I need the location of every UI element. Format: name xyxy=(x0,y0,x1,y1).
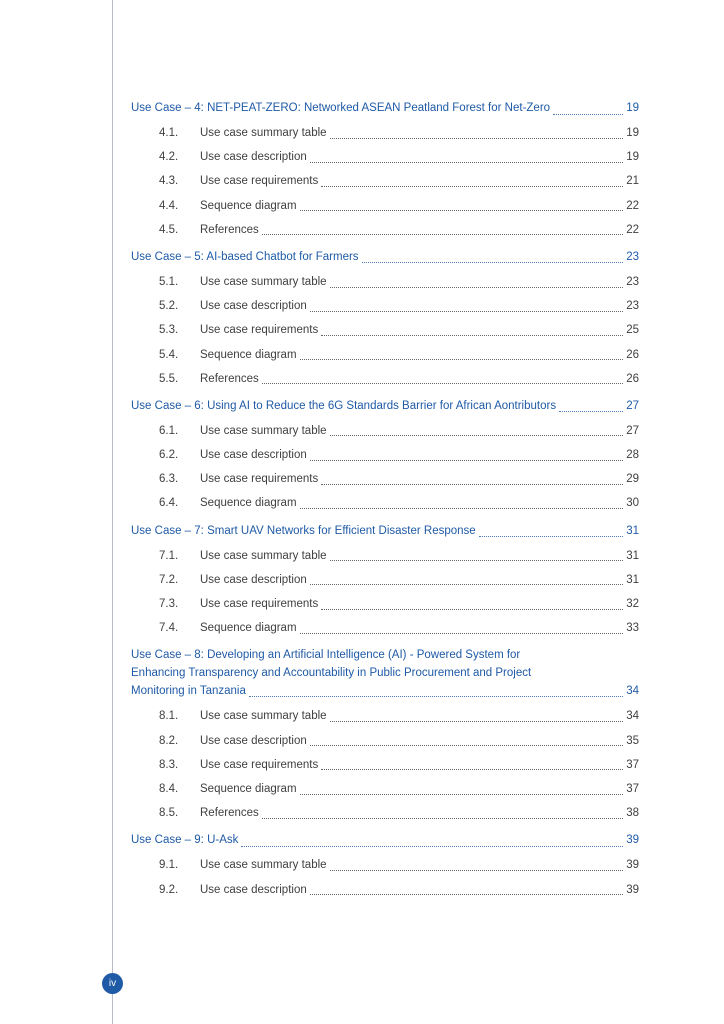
toc-entry-title-line: Monitoring in Tanzania xyxy=(131,685,246,698)
toc-entry-page: 23 xyxy=(626,250,639,263)
toc-sub-number: 6.2. xyxy=(159,449,179,462)
toc-sub-number: 7.3. xyxy=(159,598,179,610)
toc-sub-entry[interactable] xyxy=(131,777,639,801)
dot-leader xyxy=(559,411,623,412)
toc-sub-page: 33 xyxy=(626,622,639,635)
toc-sub-label: Use case requirements xyxy=(200,473,319,486)
dot-leader xyxy=(300,508,624,509)
toc-entry-title: Use Case – 9: U-Ask xyxy=(131,834,239,847)
toc-sub-page: 27 xyxy=(626,424,639,437)
toc-section-8 xyxy=(131,646,639,825)
toc-sub-page: 22 xyxy=(626,199,639,212)
toc-sub-label: Use case summary table xyxy=(200,424,327,437)
toc-sub-entry[interactable] xyxy=(131,853,639,877)
toc-sub-entry[interactable] xyxy=(131,294,639,318)
toc-sub-label: Use case requirements xyxy=(200,598,319,610)
dot-leader xyxy=(310,311,623,312)
toc-sub-number: 8.3. xyxy=(159,758,179,771)
toc-sub-page: 31 xyxy=(626,549,639,562)
toc-sub-entry[interactable] xyxy=(131,218,639,242)
toc-sub-entry[interactable] xyxy=(131,194,639,218)
dot-leader xyxy=(310,584,623,585)
toc-section-6 xyxy=(131,395,639,516)
toc-sub-label: References xyxy=(200,372,259,385)
toc-sub-page: 37 xyxy=(626,782,639,795)
toc-sub-page: 39 xyxy=(626,859,639,872)
toc-sub-label: Use case summary table xyxy=(200,549,327,562)
toc-sub-page: 30 xyxy=(626,497,639,510)
toc-sub-label: Sequence diagram xyxy=(200,497,297,510)
toc-section-4 xyxy=(131,97,639,242)
dot-leader xyxy=(300,210,624,211)
dot-leader xyxy=(262,818,623,819)
toc-sub-page: 37 xyxy=(626,758,639,771)
toc-entry-title-line: Use Case – 8: Developing an Artificial Intelligence (AI) - Powered System for xyxy=(131,649,521,662)
toc-main-entry[interactable] xyxy=(131,97,639,121)
toc-main-entry[interactable] xyxy=(131,646,639,700)
toc-sub-page: 32 xyxy=(626,598,639,610)
toc-sub-label: Sequence diagram xyxy=(200,622,297,635)
toc-entry-title-line: Enhancing Transparency and Accountability in Public Procurement and Project xyxy=(131,667,532,680)
toc-sub-page: 28 xyxy=(626,449,639,462)
toc-sub-number: 5.4. xyxy=(159,348,179,361)
toc-entry-title: Use Case – 6: Using AI to Reduce the 6G Standards Barrier for African Aontributors xyxy=(131,399,557,412)
toc-sub-number: 7.2. xyxy=(159,573,179,586)
toc-section-5 xyxy=(131,246,639,391)
toc-sub-page: 31 xyxy=(626,573,639,586)
toc-sub-page: 39 xyxy=(626,883,639,896)
toc-sub-number: 8.4. xyxy=(159,782,179,795)
toc-sub-entry[interactable] xyxy=(131,121,639,145)
toc-sub-entry[interactable] xyxy=(131,343,639,367)
toc-sub-label: Use case summary table xyxy=(200,710,327,723)
toc-sub-entry[interactable] xyxy=(131,878,639,902)
dot-leader xyxy=(300,359,624,360)
toc-sub-number: 4.4. xyxy=(159,199,179,212)
toc-sub-number: 7.4. xyxy=(159,622,179,635)
dot-leader xyxy=(300,794,624,795)
toc-sub-page: 19 xyxy=(626,151,639,164)
toc-sub-entry[interactable] xyxy=(131,467,639,491)
toc-sub-label: Use case requirements xyxy=(200,175,319,188)
dot-leader xyxy=(310,894,623,895)
toc-entry-page: 34 xyxy=(626,685,639,698)
toc-sub-label: Use case description xyxy=(200,883,307,896)
toc-entry-title: Use Case – 4: NET-PEAT-ZERO: Networked ASEAN Peatland Forest for Net-Zero xyxy=(131,102,551,114)
toc-sub-page: 25 xyxy=(626,324,639,337)
margin-rule xyxy=(112,0,113,1024)
toc-sub-page: 26 xyxy=(626,372,639,385)
toc-sub-entry[interactable] xyxy=(131,270,639,294)
toc-sub-number: 4.1. xyxy=(159,127,179,139)
dot-leader xyxy=(553,114,623,115)
toc-entry-last-line xyxy=(131,682,639,700)
toc-sub-number: 9.2. xyxy=(159,883,179,896)
toc-sub-page: 26 xyxy=(626,348,639,361)
table-of-contents xyxy=(131,97,639,906)
toc-sub-number: 5.5. xyxy=(159,372,179,385)
dot-leader xyxy=(479,536,624,537)
toc-sub-number: 9.1. xyxy=(159,859,179,872)
toc-section-9 xyxy=(131,829,639,901)
dot-leader xyxy=(310,460,623,461)
toc-sub-entry[interactable] xyxy=(131,753,639,777)
toc-sub-label: Use case description xyxy=(200,151,307,164)
toc-sub-entry[interactable] xyxy=(131,704,639,728)
toc-sub-page: 22 xyxy=(626,223,639,236)
toc-sub-number: 7.1. xyxy=(159,549,179,562)
toc-sub-entry[interactable] xyxy=(131,318,639,342)
toc-sub-label: References xyxy=(200,223,259,236)
toc-sub-number: 5.1. xyxy=(159,275,179,288)
dot-leader xyxy=(330,870,624,871)
toc-sub-number: 4.2. xyxy=(159,151,179,164)
toc-sub-entry[interactable] xyxy=(131,801,639,825)
dot-leader xyxy=(321,335,623,336)
toc-sub-number: 4.5. xyxy=(159,223,179,236)
toc-sub-label: Use case description xyxy=(200,300,307,313)
toc-sub-entry[interactable] xyxy=(131,616,639,640)
dot-leader xyxy=(330,435,624,436)
dot-leader xyxy=(300,633,624,634)
toc-sub-entry[interactable] xyxy=(131,169,639,193)
toc-sub-number: 8.2. xyxy=(159,734,179,747)
dot-leader xyxy=(249,696,623,697)
toc-sub-entry[interactable] xyxy=(131,443,639,467)
toc-sub-label: References xyxy=(200,807,259,820)
toc-sub-label: Use case summary table xyxy=(200,859,327,872)
toc-sub-label: Use case description xyxy=(200,573,307,586)
toc-main-entry[interactable] xyxy=(131,395,639,419)
toc-sub-page: 35 xyxy=(626,734,639,747)
dot-leader xyxy=(330,138,624,139)
dot-leader xyxy=(321,186,623,187)
dot-leader xyxy=(321,484,623,485)
toc-sub-label: Sequence diagram xyxy=(200,348,297,361)
toc-sub-entry[interactable] xyxy=(131,568,639,592)
toc-sub-entry[interactable] xyxy=(131,592,639,616)
dot-leader xyxy=(321,609,623,610)
toc-sub-entry[interactable] xyxy=(131,491,639,515)
toc-section-7 xyxy=(131,520,639,641)
dot-leader xyxy=(262,383,623,384)
toc-sub-number: 6.1. xyxy=(159,424,179,437)
dot-leader xyxy=(310,162,623,163)
dot-leader xyxy=(241,846,623,847)
toc-sub-entry[interactable] xyxy=(131,367,639,391)
toc-sub-page: 38 xyxy=(626,807,639,820)
toc-entry-page: 19 xyxy=(626,102,639,114)
toc-sub-entry[interactable] xyxy=(131,145,639,169)
toc-entry-title: Use Case – 5: AI-based Chatbot for Farmers xyxy=(131,250,359,263)
toc-sub-entry[interactable] xyxy=(131,729,639,753)
toc-main-entry[interactable] xyxy=(131,520,639,544)
toc-sub-number: 8.1. xyxy=(159,710,179,723)
toc-sub-page: 34 xyxy=(626,710,639,723)
toc-sub-label: Use case description xyxy=(200,734,307,747)
toc-sub-label: Use case summary table xyxy=(200,275,327,288)
dot-leader xyxy=(330,721,624,722)
toc-sub-page: 19 xyxy=(626,127,639,139)
toc-sub-label: Use case requirements xyxy=(200,324,319,337)
dot-leader xyxy=(310,745,623,746)
dot-leader xyxy=(262,234,623,235)
page-number-badge: iv xyxy=(102,973,123,994)
toc-sub-number: 4.3. xyxy=(159,175,179,188)
toc-sub-number: 8.5. xyxy=(159,807,179,820)
dot-leader xyxy=(330,560,624,561)
dot-leader xyxy=(362,262,624,263)
toc-sub-label: Use case requirements xyxy=(200,758,319,771)
toc-entry-title: Use Case – 7: Smart UAV Networks for Efficient Disaster Response xyxy=(131,524,476,537)
toc-sub-number: 6.4. xyxy=(159,497,179,510)
dot-leader xyxy=(321,769,623,770)
toc-sub-page: 23 xyxy=(626,275,639,288)
toc-sub-entry[interactable] xyxy=(131,544,639,568)
toc-entry-page: 31 xyxy=(626,524,639,537)
toc-sub-label: Sequence diagram xyxy=(200,199,297,212)
toc-entry-page: 39 xyxy=(626,834,639,847)
toc-sub-label: Use case summary table xyxy=(200,127,327,139)
toc-sub-page: 21 xyxy=(626,175,639,188)
dot-leader xyxy=(330,287,624,288)
toc-sub-page: 29 xyxy=(626,473,639,486)
toc-sub-number: 6.3. xyxy=(159,473,179,486)
toc-sub-label: Sequence diagram xyxy=(200,782,297,795)
toc-sub-number: 5.3. xyxy=(159,324,179,337)
toc-entry-page: 27 xyxy=(626,399,639,412)
toc-sub-label: Use case description xyxy=(200,449,307,462)
toc-main-entry[interactable] xyxy=(131,829,639,853)
toc-main-entry[interactable] xyxy=(131,246,639,270)
toc-sub-number: 5.2. xyxy=(159,300,179,313)
toc-sub-entry[interactable] xyxy=(131,419,639,443)
toc-sub-page: 23 xyxy=(626,300,639,313)
